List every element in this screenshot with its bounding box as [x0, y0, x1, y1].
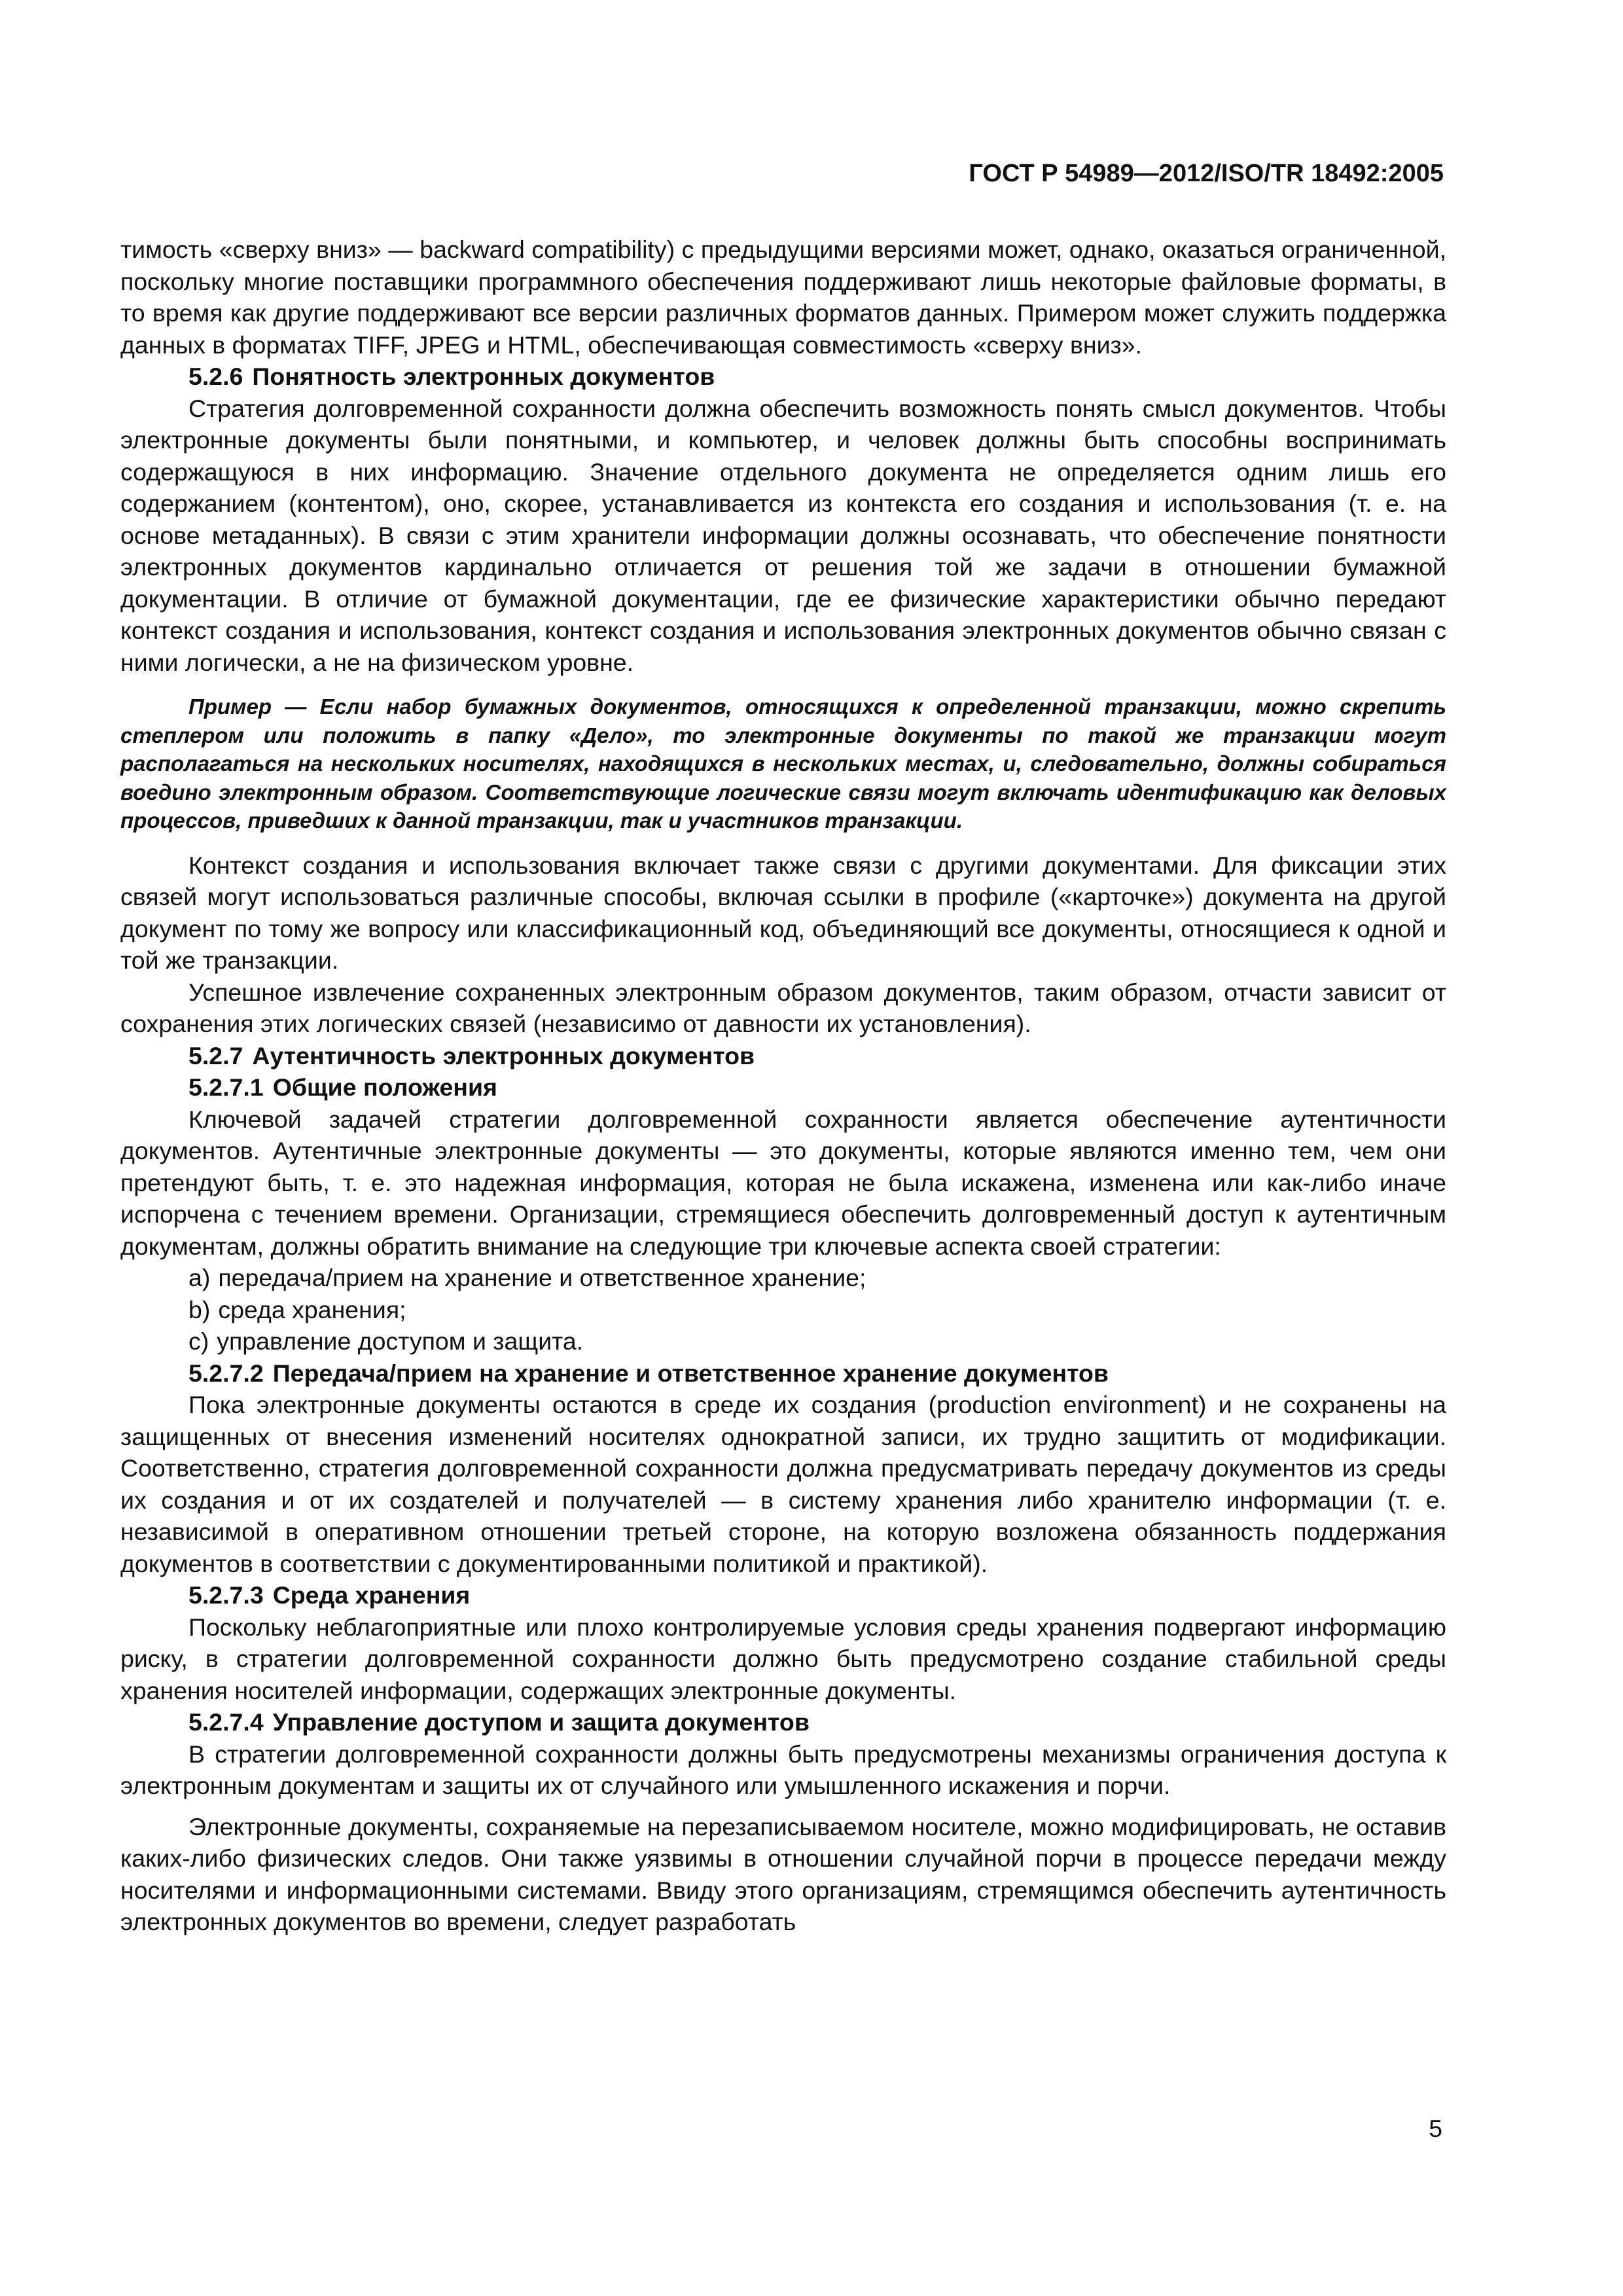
paragraph: Электронные документы, сохраняемые на перезаписываемом носителе, можно модифицировать, не оставив каких-либо физических следов. Они также уязвимы в отношении случайной порчи в процессе передачи между носителями и информационными системами. Ввиду этого организациям, стремящимся обеспечить аутентичность электронных документов во времени, следует разработать — [120, 1812, 1446, 1935]
example-note: Пример — Если набор бумажных документов, относящихся к определенной транзакции, можно скрепить степлером или положить в папку «Дело», то электронные документы по такой же транзакции могут располагаться на нескольких носителях, находящихся в нескольких местах, и, следовательно, должны собираться воедино электронным образом. Соответствующие логические связи могут включать идентификацию как деловых процессов, приведших к данной транзакции, так и участников транзакции. — [120, 694, 1446, 833]
section-heading-5-2-7-2 — [120, 1357, 1446, 1390]
section-title: Аутентичность электронных документов — [252, 1041, 755, 1069]
list-item-text: передача/прием на хранение и ответственное хранение; — [218, 1264, 866, 1291]
list-item — [120, 1325, 1446, 1357]
paragraph: Контекст создания и использования включает также связи с другими документами. Для фиксации этих связей могут использоваться различные способы, включая ссылки в профиле («карточке») документа на другой документ по тому же вопросу или классификационный код, объединяющий все документы, относящиеся к одной и той же транзакции. — [120, 851, 1446, 974]
document-header: ГОСТ Р 54989—2012/ISO/TR 18492:2005 — [969, 160, 1444, 187]
paragraph: Ключевой задачей стратегии долговременной сохранности является обеспечение аутентичности документов. Аутентичные электронные документы — это документы, которые являются именно тем, чем они претендуют быть, т. е. это надежная информация, которая не была искажена, изменена или как-либо иначе испорчена с течением времени. Организации, стремящиеся обеспечить долговременный доступ к аутентичным документам, должны обратить внимание на следующие три ключевые аспекта своей стратегии: — [120, 1105, 1446, 1260]
section-title: Понятность электронных документов — [252, 363, 715, 390]
section-number: 5.2.6 — [188, 363, 243, 390]
paragraph: В стратегии долговременной сохранности должны быть предусмотрены механизмы ограничения доступа к электронным документам и защиты их от случайного или умышленного искажения и порчи. — [120, 1740, 1446, 1799]
list-marker: b) — [188, 1295, 211, 1323]
section-number: 5.2.7.2 — [188, 1359, 264, 1387]
section-heading-5-2-7 — [120, 1040, 1446, 1072]
list-item — [120, 1262, 1446, 1294]
section-number: 5.2.7.1 — [188, 1073, 264, 1101]
section-heading-5-2-7-1 — [120, 1071, 1446, 1103]
list-item — [120, 1294, 1446, 1326]
page-number: 5 — [1429, 2115, 1442, 2142]
list-marker: a) — [188, 1264, 211, 1291]
section-heading-5-2-6 — [120, 361, 1446, 393]
paragraph: Стратегия долговременной сохранности должна обеспечить возможность понять смысл документов. Чтобы электронные документы были понятными, и компьютер, и человек должны быть способны воспринимать содержащуюся в них информацию. Значение отдельного документа не определяется одним лишь его содержанием (контентом), оно, скорее, устанавливается из контекста его создания и использования (т. е. на основе метаданных). В связи с этим хранители информации должны осознавать, что обеспечение понятности электронных документов кардинально отличается от решения той же задачи в отношении бумажной документации. В отличие от бумажной документации, где ее физические характеристики обычно передают контекст создания и использования, контекст создания и использования электронных документов обычно связан с ними логически, а не на физическом уровне. — [120, 394, 1446, 676]
section-heading-5-2-7-4 — [120, 1706, 1446, 1738]
section-title: Управление доступом и защита документов — [272, 1708, 810, 1736]
section-number: 5.2.7 — [188, 1041, 243, 1069]
section-number: 5.2.7.4 — [188, 1708, 264, 1736]
section-title: Общие положения — [272, 1073, 497, 1101]
page-body — [120, 234, 1446, 1938]
paragraph: Успешное извлечение сохраненных электронным образом документов, таким образом, отчасти зависит от сохранения этих логических связей (независимо от давности их установления). — [120, 978, 1446, 1037]
paragraph: тимость «сверху вниз» — backward compatibility) с предыдущими версиями может, однако, оказаться ограниченной, поскольку многие поставщики программного обеспечения поддерживают лишь некоторые файловые форматы, в то время как другие поддерживают все версии различных форматов данных. Примером может служить поддержка данных в форматах TIFF, JPEG и HTML, обеспечивающая совместимость «сверху вниз». — [120, 236, 1446, 359]
paragraph: Поскольку неблагоприятные или плохо контролируемые условия среды хранения подвергают информацию риску, в стратегии долговременной сохранности должно быть предусмотрено создание стабильной среды хранения носителей информации, содержащих электронные документы. — [120, 1613, 1446, 1704]
paragraph: Пока электронные документы остаются в среде их создания (production environment) и не сохранены на защищенных от внесения изменений носителях однократной записи, их трудно защитить от модификации. Соответственно, стратегия долговременной сохранности должна предусматривать передачу документов из среды их создания и от их создателей и получателей — в систему хранения либо хранителю информации (т. е. независимой в оперативном отношении третьей стороне, на которую возложена обязанность поддержания документов в соответствии с документированными политикой и практикой). — [120, 1391, 1446, 1577]
list-item-text: управление доступом и защита. — [217, 1327, 584, 1355]
section-title: Передача/прием на хранение и ответственное хранение документов — [272, 1359, 1109, 1387]
section-number: 5.2.7.3 — [188, 1581, 264, 1609]
list-item-text: среда хранения; — [218, 1295, 406, 1323]
section-heading-5-2-7-3 — [120, 1579, 1446, 1611]
list-marker: c) — [188, 1327, 209, 1355]
section-title: Среда хранения — [272, 1581, 471, 1609]
